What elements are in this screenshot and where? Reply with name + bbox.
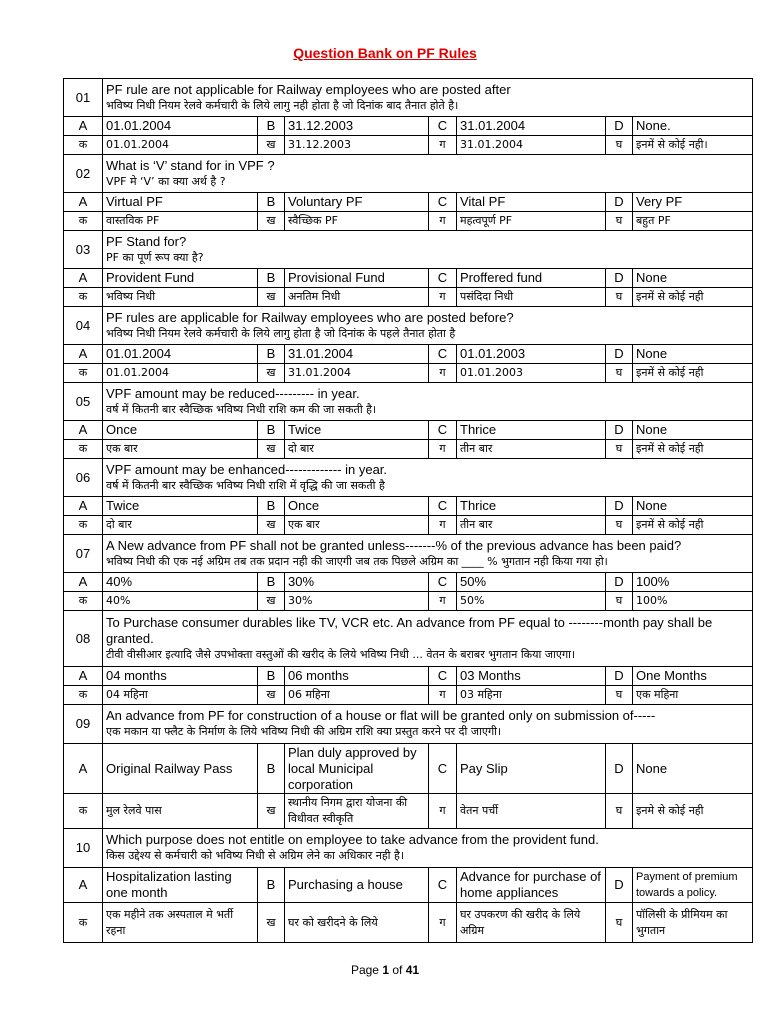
option-letter: क xyxy=(64,516,103,535)
question-text xyxy=(103,79,753,117)
option-letter: B xyxy=(258,117,285,136)
option-text: One Months xyxy=(633,667,753,686)
option-text: 01.01.2004 xyxy=(103,117,258,136)
option-letter: ख xyxy=(258,288,285,307)
option-letter: D xyxy=(606,497,633,516)
question-text-english: VPF amount may be reduced--------- in year. xyxy=(106,385,360,401)
question-text xyxy=(103,231,753,269)
question-text xyxy=(103,307,753,345)
question-number: 05 xyxy=(64,383,103,421)
option-letter: D xyxy=(606,421,633,440)
question-text xyxy=(103,611,753,667)
option-text: एक बार xyxy=(285,516,429,535)
option-letter: घ xyxy=(606,212,633,231)
option-text: Thrice xyxy=(457,421,606,440)
option-letter: ख xyxy=(258,516,285,535)
option-letter: ग xyxy=(429,516,457,535)
option-text: 100% xyxy=(633,592,753,611)
option-letter: A xyxy=(64,667,103,686)
option-letter: D xyxy=(606,193,633,212)
question-text-english: An advance from PF for construction of a house or flat will be granted only on submission of----- xyxy=(106,708,656,723)
option-text: एक महीने तक अस्पताल मे भर्ती रहना xyxy=(103,903,258,943)
question-text-hindi: टीवी वीसीआर इत्यादि जैसे उपभोक्ता वस्तुओं की खरीद के लिये भविष्य निधी ... वेतन के बराबर भुगतान किया जाएगा। xyxy=(106,647,576,661)
option-letter: A xyxy=(64,117,103,136)
page-prefix: Page xyxy=(350,963,383,977)
option-letter: ख xyxy=(258,903,285,943)
question-text-hindi: PF का पूर्ण रूप क्या है? xyxy=(106,250,204,264)
question-text-english: Which purpose does not entitle on employee to take advance from the provident fund. xyxy=(106,832,599,847)
question-number: 02 xyxy=(64,155,103,193)
option-text: Plan duly approved by local Municipal corporation xyxy=(285,744,429,794)
options-row-english xyxy=(64,117,753,136)
option-letter: घ xyxy=(606,592,633,611)
option-text: Pay Slip xyxy=(457,744,606,794)
question-text xyxy=(103,383,753,421)
option-text: Provident Fund xyxy=(103,269,258,288)
question-text-english: To Purchase consumer durables like TV, VCR etc. An advance from PF equal to --------month pay shall be granted. xyxy=(106,614,713,646)
options-row-hindi xyxy=(64,686,753,705)
option-letter: A xyxy=(64,868,103,903)
option-letter: B xyxy=(258,345,285,364)
option-text: None xyxy=(633,744,753,794)
option-letter: ग xyxy=(429,136,457,155)
option-letter: B xyxy=(258,868,285,903)
option-text: None xyxy=(633,497,753,516)
option-text: पॉलिसी के प्रीमियम का भुगतान xyxy=(633,903,753,943)
option-text: 01.01.2003 xyxy=(457,364,606,383)
question-text-hindi: किस उद्देश्य से कर्मचारी को भविष्य निधी से अग्रिम लेने का अधिकार नही है। xyxy=(106,849,405,862)
option-letter: D xyxy=(606,868,633,903)
option-letter: A xyxy=(64,744,103,794)
option-letter: C xyxy=(429,421,457,440)
question-row xyxy=(64,829,753,868)
option-letter: घ xyxy=(606,440,633,459)
question-row xyxy=(64,79,753,117)
question-number: 08 xyxy=(64,611,103,667)
question-text-english: A New advance from PF shall not be granted unless-------% of the previous advance has been paid? xyxy=(106,537,682,553)
option-letter: C xyxy=(429,117,457,136)
options-row-english xyxy=(64,269,753,288)
option-text: दो बार xyxy=(103,516,258,535)
option-letter: C xyxy=(429,667,457,686)
option-letter: A xyxy=(64,193,103,212)
options-row-english xyxy=(64,667,753,686)
option-text: 31.01.2004 xyxy=(457,117,606,136)
option-text: None. xyxy=(633,117,753,136)
option-text: Thrice xyxy=(457,497,606,516)
page-total: 41 xyxy=(405,963,420,977)
question-text-hindi: भविष्य निधी की एक नई अग्रिम तब तक प्रदान नही की जाएगी जब तक पिछले अग्रिम का ____ % भुगतान नही किया गया हो। xyxy=(106,554,608,568)
option-text: भविष्य निधी xyxy=(103,288,258,307)
option-text: मुल रेलवे पास xyxy=(103,794,258,829)
option-letter: B xyxy=(258,421,285,440)
question-number: 01 xyxy=(64,79,103,117)
question-text-english: PF Stand for? xyxy=(106,233,187,249)
option-text: महत्वपूर्ण PF xyxy=(457,212,606,231)
option-text: 31.01.2004 xyxy=(285,345,429,364)
options-row-english xyxy=(64,421,753,440)
question-text-english: PF rule are not applicable for Railway employees who are posted after xyxy=(106,81,511,97)
option-letter: B xyxy=(258,667,285,686)
option-text: दो बार xyxy=(285,440,429,459)
option-letter: B xyxy=(258,573,285,592)
option-letter: ग xyxy=(429,794,457,829)
option-text: Vital PF xyxy=(457,193,606,212)
option-letter: ख xyxy=(258,136,285,155)
option-text: इनमें से कोई नही xyxy=(633,440,753,459)
option-letter: A xyxy=(64,269,103,288)
option-text: 06 months xyxy=(285,667,429,686)
option-text: इनमें से कोई नही xyxy=(633,364,753,383)
question-number: 07 xyxy=(64,535,103,573)
option-text: अनतिम निधी xyxy=(285,288,429,307)
question-text-hindi: भविष्य निधी नियम रेलवे कर्मचारी के लिये लागु नही होता है जो दिनांक बाद तैनात होते है। xyxy=(106,98,459,112)
question-text xyxy=(103,535,753,573)
option-text: एक महिना xyxy=(633,686,753,705)
question-row xyxy=(64,231,753,269)
option-letter: C xyxy=(429,193,457,212)
question-text-hindi: वर्ष में कितनी बार स्वैच्छिक भविष्य निधी राशि में वृद्धि की जा सकती है xyxy=(106,478,385,492)
question-text xyxy=(103,829,753,868)
option-text: 31.12.2003 xyxy=(285,136,429,155)
option-text: 40% xyxy=(103,592,258,611)
option-text: 03 Months xyxy=(457,667,606,686)
options-row-english xyxy=(64,573,753,592)
option-text: None xyxy=(633,345,753,364)
question-row xyxy=(64,383,753,421)
option-text: Once xyxy=(285,497,429,516)
option-text: Twice xyxy=(103,497,258,516)
option-letter: घ xyxy=(606,903,633,943)
question-table-body xyxy=(64,79,753,943)
question-row xyxy=(64,611,753,667)
option-letter: C xyxy=(429,345,457,364)
option-letter: ग xyxy=(429,288,457,307)
option-letter: D xyxy=(606,117,633,136)
page-title: Question Bank on PF Rules xyxy=(293,45,477,61)
option-text: वास्तविक PF xyxy=(103,212,258,231)
option-letter: D xyxy=(606,345,633,364)
question-table xyxy=(63,78,753,943)
question-text-english: What is ‘V’ stand for in VPF ? xyxy=(106,157,275,173)
option-letter: B xyxy=(258,193,285,212)
option-letter: B xyxy=(258,744,285,794)
question-row xyxy=(64,535,753,573)
options-row-english xyxy=(64,497,753,516)
option-letter: A xyxy=(64,345,103,364)
options-row-english xyxy=(64,193,753,212)
option-letter: C xyxy=(429,497,457,516)
option-letter: ग xyxy=(429,440,457,459)
option-letter: ख xyxy=(258,440,285,459)
option-text: इनमें से कोई नही। xyxy=(633,136,753,155)
page-of: of xyxy=(389,963,406,977)
option-letter: क xyxy=(64,592,103,611)
option-letter: घ xyxy=(606,516,633,535)
question-text-english: PF rules are applicable for Railway employees who are posted before? xyxy=(106,309,514,325)
option-letter: घ xyxy=(606,136,633,155)
option-letter: A xyxy=(64,497,103,516)
question-number: 04 xyxy=(64,307,103,345)
option-letter: क xyxy=(64,288,103,307)
option-text: 50% xyxy=(457,592,606,611)
question-text-hindi: एक मकान या फ्लैट के निर्माण के लिये भविष्य निधी की अग्रिम राशि क्या प्रस्तुत करने पर दी जाएगी। xyxy=(106,725,502,738)
option-text: इनमे से कोई नही xyxy=(633,794,753,829)
option-letter: घ xyxy=(606,794,633,829)
question-text-hindi: VPF मे ‘V’ का क्या अर्थ है ? xyxy=(106,174,226,188)
option-text: स्थानीय निगम द्वारा योजना की विधीवत स्वीकृति xyxy=(285,794,429,829)
option-letter: D xyxy=(606,667,633,686)
option-text: तीन बार xyxy=(457,440,606,459)
option-text: None xyxy=(633,269,753,288)
option-letter: ग xyxy=(429,903,457,943)
option-text: इनमें से कोई नही xyxy=(633,288,753,307)
option-letter: ख xyxy=(258,686,285,705)
options-row-hindi xyxy=(64,516,753,535)
option-letter: घ xyxy=(606,364,633,383)
question-number: 03 xyxy=(64,231,103,269)
option-text: एक बार xyxy=(103,440,258,459)
option-text: घर को खरीदने के लिये xyxy=(285,903,429,943)
option-text: 30% xyxy=(285,573,429,592)
option-text: Twice xyxy=(285,421,429,440)
option-letter: ख xyxy=(258,794,285,829)
option-letter: ख xyxy=(258,364,285,383)
options-row-hindi xyxy=(64,212,753,231)
option-text: पसंदिदा निधी xyxy=(457,288,606,307)
option-letter: क xyxy=(64,136,103,155)
option-letter: D xyxy=(606,269,633,288)
options-row-hindi xyxy=(64,794,753,829)
option-letter: घ xyxy=(606,686,633,705)
option-letter: क xyxy=(64,364,103,383)
option-letter: ग xyxy=(429,686,457,705)
options-row-hindi xyxy=(64,440,753,459)
options-row-hindi xyxy=(64,364,753,383)
option-text: Original Railway Pass xyxy=(103,744,258,794)
option-text: 03 महिना xyxy=(457,686,606,705)
option-text: Purchasing a house xyxy=(285,868,429,903)
option-letter: A xyxy=(64,421,103,440)
option-letter: घ xyxy=(606,288,633,307)
option-text: Hospitalization lasting one month xyxy=(103,868,258,903)
option-text: 01.01.2004 xyxy=(103,364,258,383)
option-letter: C xyxy=(429,573,457,592)
option-letter: ग xyxy=(429,364,457,383)
question-row xyxy=(64,459,753,497)
option-text: तीन बार xyxy=(457,516,606,535)
question-text-english: VPF amount may be enhanced------------- in year. xyxy=(106,461,388,477)
option-letter: D xyxy=(606,744,633,794)
option-text: 30% xyxy=(285,592,429,611)
question-number: 06 xyxy=(64,459,103,497)
question-text xyxy=(103,459,753,497)
question-row xyxy=(64,705,753,744)
option-letter: क xyxy=(64,903,103,943)
option-text: None xyxy=(633,421,753,440)
option-text: Very PF xyxy=(633,193,753,212)
option-text: Proffered fund xyxy=(457,269,606,288)
options-row-english xyxy=(64,744,753,794)
option-text: 01.01.2003 xyxy=(457,345,606,364)
option-text: Payment of premium towards a policy. xyxy=(633,868,753,903)
option-text: बहुत PF xyxy=(633,212,753,231)
question-number: 10 xyxy=(64,829,103,868)
option-text: 04 months xyxy=(103,667,258,686)
options-row-hindi xyxy=(64,288,753,307)
option-text: 01.01.2004 xyxy=(103,136,258,155)
option-letter: क xyxy=(64,686,103,705)
page-footer xyxy=(0,963,770,977)
option-letter: C xyxy=(429,269,457,288)
option-letter: क xyxy=(64,440,103,459)
option-text: 100% xyxy=(633,573,753,592)
option-text: इनमें से कोई नही xyxy=(633,516,753,535)
option-text: स्वैच्छिक PF xyxy=(285,212,429,231)
option-text: 40% xyxy=(103,573,258,592)
option-text: Voluntary PF xyxy=(285,193,429,212)
options-row-hindi xyxy=(64,592,753,611)
options-row-english xyxy=(64,345,753,364)
question-text-hindi: भविष्य निधी नियम रेलवे कर्मचारी के लिये लागु होता है जो दिनांक के पहले तैनात होता है xyxy=(106,326,456,340)
option-text: 31.01.2004 xyxy=(285,364,429,383)
option-letter: B xyxy=(258,269,285,288)
options-row-hindi xyxy=(64,903,753,943)
option-letter: ग xyxy=(429,212,457,231)
option-text: Provisional Fund xyxy=(285,269,429,288)
question-text xyxy=(103,155,753,193)
option-text: Virtual PF xyxy=(103,193,258,212)
options-row-english xyxy=(64,868,753,903)
option-letter: D xyxy=(606,573,633,592)
option-letter: A xyxy=(64,573,103,592)
option-letter: क xyxy=(64,212,103,231)
option-letter: C xyxy=(429,868,457,903)
option-text: 06 महिना xyxy=(285,686,429,705)
question-number: 09 xyxy=(64,705,103,744)
option-text: 31.12.2003 xyxy=(285,117,429,136)
option-text: 01.01.2004 xyxy=(103,345,258,364)
option-letter: ग xyxy=(429,592,457,611)
option-text: 31.01.2004 xyxy=(457,136,606,155)
option-text: 50% xyxy=(457,573,606,592)
option-text: Once xyxy=(103,421,258,440)
option-letter: क xyxy=(64,794,103,829)
question-text-hindi: वर्ष में कितनी बार स्वैच्छिक भविष्य निधी राशि कम की जा सकती है। xyxy=(106,402,377,416)
page-number: 1 xyxy=(382,963,389,977)
question-row xyxy=(64,307,753,345)
option-text: वेतन पर्ची xyxy=(457,794,606,829)
question-row xyxy=(64,155,753,193)
option-text: 04 महिना xyxy=(103,686,258,705)
option-letter: ख xyxy=(258,212,285,231)
question-text xyxy=(103,705,753,744)
option-letter: C xyxy=(429,744,457,794)
options-row-hindi xyxy=(64,136,753,155)
option-text: घर उपकरण की खरीद के लिये अग्रिम xyxy=(457,903,606,943)
option-text: Advance for purchase of home appliances xyxy=(457,868,606,903)
option-letter: B xyxy=(258,497,285,516)
option-letter: ख xyxy=(258,592,285,611)
